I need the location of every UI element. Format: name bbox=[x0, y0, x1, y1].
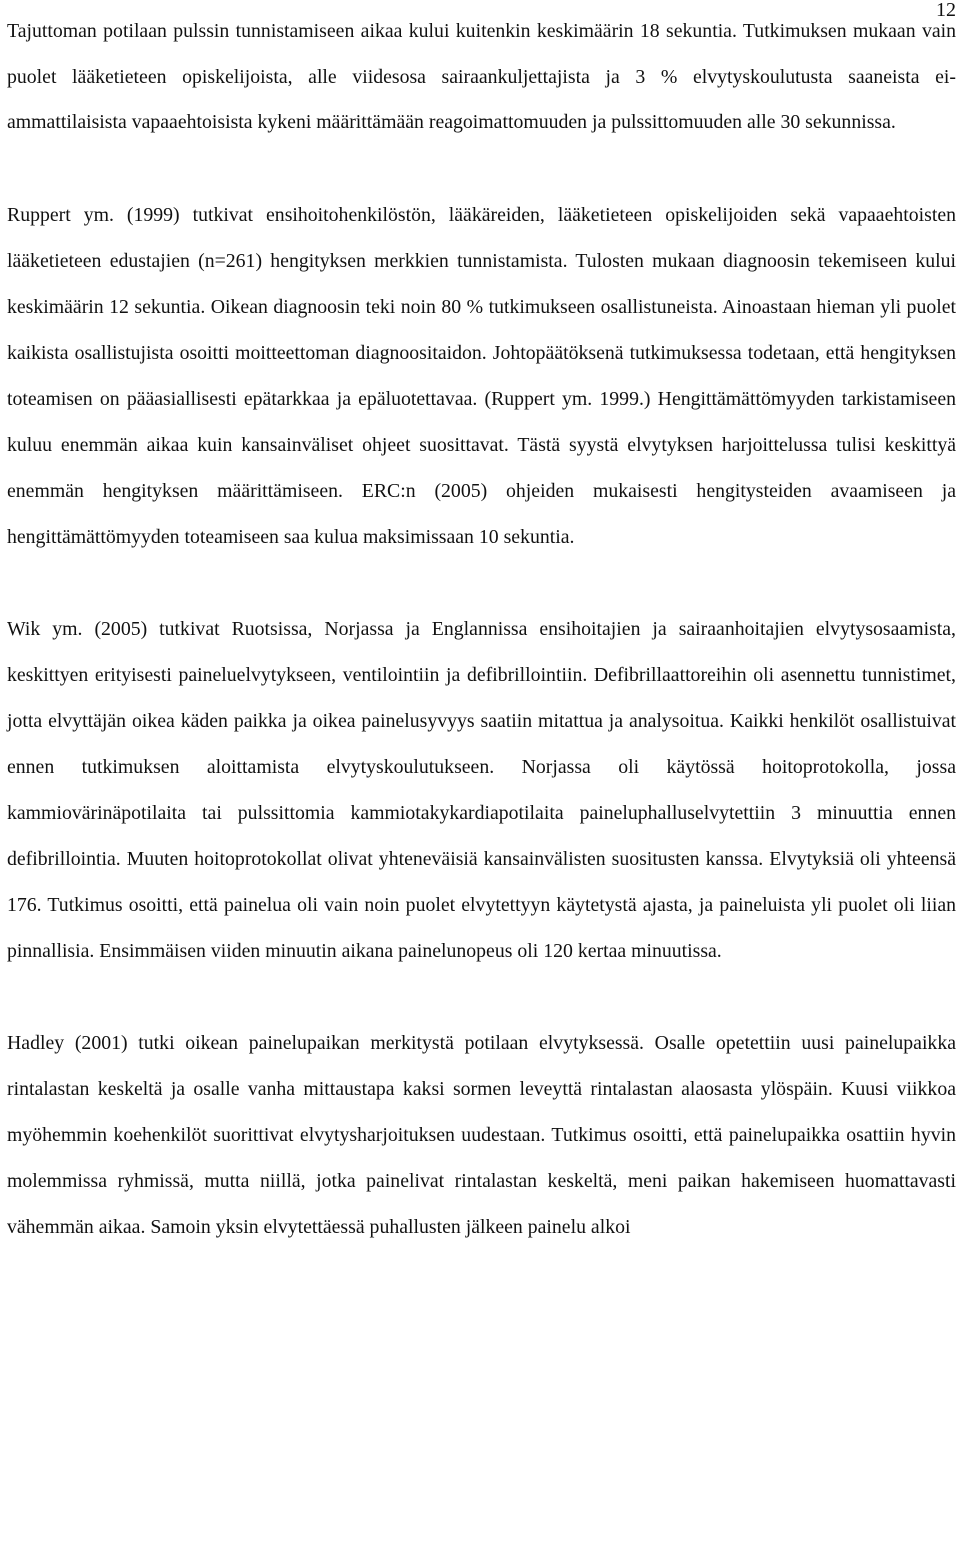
paragraph-gap bbox=[7, 146, 956, 192]
paragraph-hadley-study: Hadley (2001) tutki oikean painelupaikan merkitystä potilaan elvytyksessä. Osalle opetettiin uusi painelupaikka rintalastan keskeltä ja osalle vanha mittaustapa kaksi sormen leveyttä rintalastan alaosasta ylöspäin. Kuusi viikkoa myöhemmin koehenkilöt suorittivat elvytysharjoituksen uudestaan. Tutkimus osoitti, että painelupaikka osattiin hyvin molemmissa ryhmissä, mutta niillä, jotka painelivat rintalastan keskeltä, meni paikan hakemiseen huomattavasti vähemmän aikaa. Samoin yksin elvytettäessä puhallusten jälkeen painelu alkoi bbox=[7, 1031, 956, 1238]
document-body bbox=[7, 9, 956, 1250]
paragraph-pulse-recognition: Tajuttoman potilaan pulssin tunnistamiseen aikaa kului kuitenkin keskimäärin 18 sekuntia. Tutkimuksen mukaan vain puolet lääketieteen opiskelijoista, alle viidesosa sairaankuljettajista ja 3 % elvytyskoulutusta saaneista ei-ammattilaisista vapaaehtoisista kykeni määrittämään reagoimattomuuden ja pulssittomuuden alle 30 sekunnissa. bbox=[7, 20, 956, 133]
page-number: 12 bbox=[936, 0, 956, 21]
paragraph-gap bbox=[7, 560, 956, 606]
paragraph-wik-study: Wik ym. (2005) tutkivat Ruotsissa, Norjassa ja Englannissa ensihoitajien ja sairaanhoitajien elvytysosaamista, keskittyen erityisesti paineluelvytykseen, ventilointiin ja defibrillointiin. Defibrillaattoreihin oli asennettu tunnistimet, jotta elvyttäjän oikea käden paikka ja oikea painelusyvyys saatiin mitattua ja analysoitua. Kaikki henkilöt osallistuivat ennen tutkimuksen aloittamista elvytyskoulutukseen. Norjassa oli käytössä hoitoprotokolla, jossa kammiovärinäpotilaita tai pulssittomia kammiotakykardiapotilaita paineluphalluselvytettiin 3 minuuttia ennen defibrillointia. Muuten hoitoprotokollat olivat yhteneväisiä kansainvälisten suositusten kanssa. Elvytyksiä oli yhteensä 176. Tutkimus osoitti, että painelua oli vain noin puolet elvytettyyn käytetystä ajasta, ja paineluista yli puolet oli liian pinnallisia. Ensimmäisen viiden minuutin aikana painelunopeus oli 120 kertaa minuutissa. bbox=[7, 617, 956, 962]
paragraph-gap bbox=[7, 974, 956, 1020]
paragraph-ruppert-study: Ruppert ym. (1999) tutkivat ensihoitohenkilöstön, lääkäreiden, lääketieteen opiskelijoiden sekä vapaaehtoisten lääketieteen edustajien (n=261) hengityksen merkkien tunnistamista. Tulosten mukaan diagnoosin tekemiseen kului keskimäärin 12 sekuntia. Oikean diagnoosin teki noin 80 % tutkimukseen osallistuneista. Ainoastaan hieman yli puolet kaikista osallistujista osoitti moitteettoman diagnoositaidon. Johtopäätöksenä tutkimuksessa todetaan, että hengityksen toteamisen on pääasiallisesti epätarkkaa ja epäluotettavaa. (Ruppert ym. 1999.) Hengittämättömyyden tarkistamiseen kuluu enemmän aikaa kuin kansainväliset ohjeet suosittavat. Tästä syystä elvytyksen harjoittelussa tulisi keskittyä enemmän hengityksen määrittämiseen. ERC:n (2005) ohjeiden mukaisesti hengitysteiden avaamiseen ja hengittämättömyyden toteamiseen saa kulua maksimissaan 10 sekuntia. bbox=[7, 203, 956, 548]
